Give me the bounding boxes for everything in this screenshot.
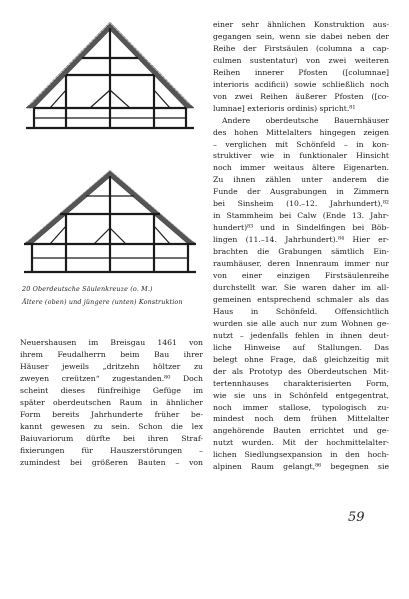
figure-older-construction	[20, 20, 200, 135]
text-line: noch immer weitaus ältere Eigenarten.	[213, 163, 389, 173]
text-line: alpinen Raum gelangt,⁸⁶ begegnen sie	[213, 462, 389, 472]
text-line: von zwei Reihen äußerer Pfosten ([co-	[213, 91, 389, 101]
text-line: Haus in Schönfeld. Offensichtlich	[213, 306, 389, 316]
text-line: interioris acdificii) sowie schließlich noch	[213, 79, 389, 89]
text-line: Neuershausen im Breisgau 1461 von	[20, 338, 203, 347]
text-line: kannt gewesen zu sein. Schon die lex	[20, 421, 203, 431]
page-number: 59	[348, 510, 365, 525]
text-line: von einer einzigen Firstsäulenreihe	[213, 271, 389, 281]
text-line: noch immer stallose, typologisch zu-	[213, 402, 389, 412]
text-line: hundert)⁸³ und in Sindelfingen bei Böb-	[213, 223, 389, 233]
caption-title: Oberdeutsche Säulenkreuze (o. M.)	[32, 285, 153, 293]
timber-frame-drawing-bottom	[20, 168, 200, 276]
text-line: Reihe der Firstsäulen (columna a cap-	[213, 43, 389, 53]
text-line: in Stammheim bei Calw (Ende 13. Jahr-	[213, 211, 389, 221]
timber-frame-drawing-top	[20, 20, 200, 135]
text-line: nutzt wurden. Mit der hochmittelalter-	[213, 438, 389, 448]
text-line: nutzt – jedenfalls fehlen in ihnen deut-	[213, 330, 389, 340]
text-line: struktiver wie in funktionaler Hinsicht	[213, 151, 389, 161]
text-line: – verglichen mit Schönfeld – in kon-	[213, 139, 389, 149]
text-line: des hohen Mittelalters hingegen zeigen	[213, 127, 389, 137]
text-line: brachten die Grabungen sämtlich Ein-	[213, 247, 389, 257]
text-line: gegangen sein, wenn sie dabei neben der	[213, 31, 389, 41]
text-line: raumhäuser, deren Innenraum immer nur	[213, 259, 389, 269]
text-line: wie sie uns in Schönfeld entgegentrat,	[213, 390, 389, 400]
caption-number: 20	[22, 285, 31, 293]
figure-younger-construction	[20, 168, 200, 276]
text-line: Zu ihnen zählen unter anderem die	[213, 175, 389, 185]
text-line: der als Prototyp des Oberdeutschen Mit-	[213, 366, 389, 376]
text-line: zweyen creützen“ zugestanden.⁸⁰ Doch	[20, 373, 203, 383]
text-line: angehörende Bauten errichtet und ge-	[213, 426, 389, 436]
text-line: mindest noch dem frühen Mittelalter	[213, 414, 389, 424]
text-line: Häuser jeweils „dritzehn höltzer zu	[20, 361, 203, 371]
text-line: belegt ohne Frage, daß gleichzeitig mit	[213, 354, 389, 364]
right-column-text	[213, 19, 389, 473]
text-line: bei Sinsheim (10.–12. Jahrhundert),⁸²	[213, 199, 389, 209]
text-line: Form bereits Jahrhunderte früher be-	[20, 409, 203, 419]
text-line: durchstellt war. Sie waren daher im all-	[213, 282, 389, 292]
text-line: lichen Siedlungsexpansion in den hoch-	[213, 450, 389, 460]
text-line: gemeinen entsprechend schmaler als das	[213, 294, 389, 304]
text-line: lingen (11.–14. Jahrhundert).⁸⁴ Hier er-	[213, 235, 389, 245]
text-line: scheint dieses fünfreihige Gefüge im	[20, 385, 203, 395]
text-line: fixierungen für Hauszerstörungen –	[20, 445, 203, 455]
text-line: Andere oberdeutsche Bauernhäuser	[222, 115, 389, 125]
text-line: später oberdeutschen Raum in ähnlicher	[20, 397, 203, 407]
text-line: tertennhauses charakterisierten Form,	[213, 378, 389, 388]
text-line: culmen sustentatur) von zwei weiteren	[213, 55, 389, 65]
text-line: wurden sie alle auch nur zum Wohnen ge-	[213, 318, 389, 328]
text-line: Reihen innerer Pfosten ([columnae]	[213, 67, 389, 77]
text-line: lumnae] exterioris ordinis) spricht.⁸¹	[213, 103, 356, 113]
text-line: Funde der Ausgrabungen in Zimmern	[213, 187, 389, 197]
text-line: einer sehr ähnlichen Konstruktion aus-	[213, 20, 389, 29]
figure-caption	[22, 285, 207, 293]
left-column-text	[20, 337, 203, 468]
text-line: liche Hinweise auf Stallungen. Das	[213, 342, 389, 352]
text-line: Baiuvariorum dürfte bei ihren Straf-	[20, 433, 203, 443]
figure-caption-sub: Ältere (oben) und jüngere (unten) Konstruktion	[22, 298, 183, 306]
text-line: ihrem Feudalherrn beim Bau ihrer	[20, 349, 203, 359]
text-line: zumindest bei größeren Bauten – von	[20, 457, 203, 467]
